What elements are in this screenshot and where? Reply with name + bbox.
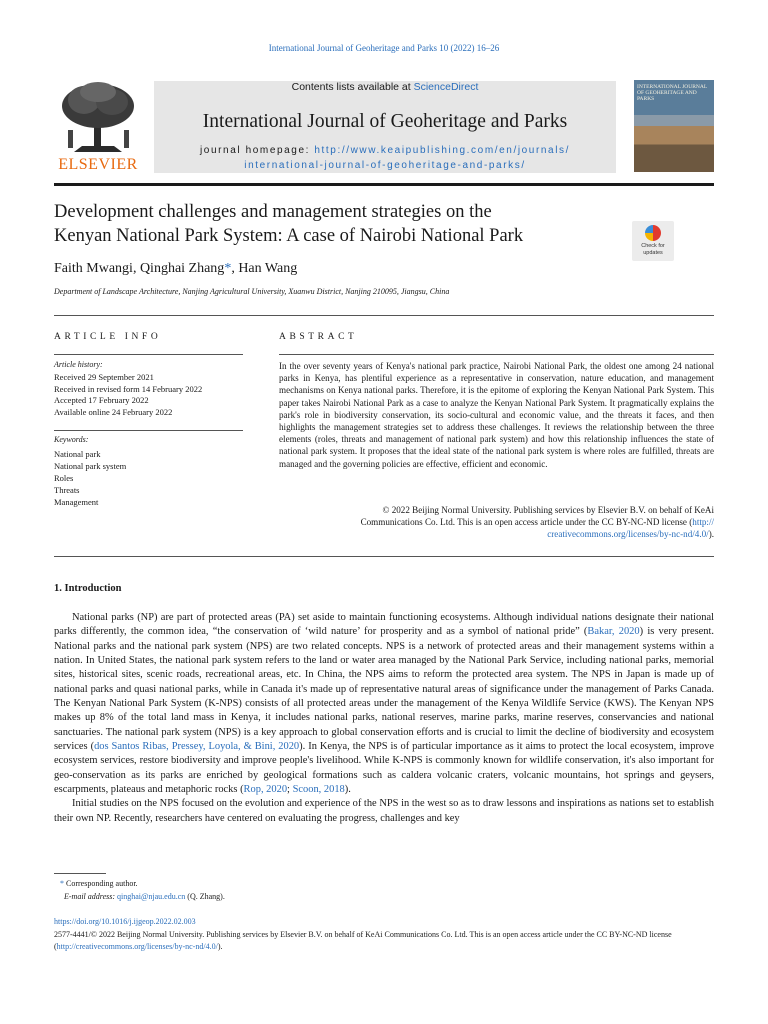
license-link-continued[interactable]: creativecommons.org/licenses/by-nc-nd/4.0/	[547, 529, 709, 540]
contents-availability	[154, 81, 616, 93]
homepage-link-continued[interactable]: international-journal-of-geoheritage-and-parks/	[244, 160, 526, 171]
history-received: Received 29 September 2021	[54, 372, 154, 382]
journal-homepage	[154, 143, 616, 173]
text-run: ). In Kenya, the NPS is of particular importance as it aims to protect the local ecosystem, improve ecosystem services, restore biodiversity and improve people's livelihood. While K-NPS is commonly known for wildlife conservation, it's also important for geo-conservation as its parks are enriched by geological formations such as caldera volcanic craters, volcanic mountains, hot springs and geysers, escarpments, plateaus and metaphoric rocks (	[54, 741, 714, 796]
email-link[interactable]: qinghai@njau.edu.cn	[117, 891, 186, 901]
elsevier-tree-icon	[54, 80, 142, 154]
abstract-copyright	[279, 504, 714, 541]
introduction-body	[54, 611, 714, 826]
article-title	[54, 201, 614, 248]
footer-license-suffix: ).	[217, 942, 223, 951]
email-footnote	[54, 891, 225, 904]
text-run: National parks (NP) are part of protected areas (PA) set aside to maintain functioning ecosystems. Although individual nations designate their national parks differently, the common idea, “the conservation of ‘wild nature’ for prosperity and as a symbol of national pride” (	[54, 612, 714, 638]
license-link[interactable]: http://	[692, 517, 714, 528]
homepage-label: journal homepage:	[199, 145, 315, 156]
authors-secondary: , Han Wang	[231, 261, 298, 276]
section-heading-introduction: 1. Introduction	[54, 583, 122, 594]
corresponding-author-mark[interactable]: *	[224, 261, 232, 276]
keyword-item: Management	[54, 497, 99, 507]
citation-link[interactable]: Bakar, 2020	[587, 626, 640, 638]
journal-citation-link[interactable]: International Journal of Geoheritage and Parks 10 (2022) 16–26	[268, 43, 500, 53]
history-revised: Received in revised form 14 February 2022	[54, 383, 203, 394]
paragraph: Initial studies on the NPS focused on the evolution and experience of the NPS in the west so as to draw lessons and inspirations as nations set to establish their own NP. Recently, researchers have centered on evaluating the progress, challenges and key	[54, 798, 714, 824]
doi-link[interactable]: https://doi.org/10.1016/j.ijgeop.2022.02.003	[54, 917, 196, 926]
check-updates-label: Check for updates	[641, 243, 665, 256]
header-divider	[54, 183, 714, 186]
history-label: Article history:	[54, 360, 103, 369]
check-for-updates-button[interactable]	[632, 221, 674, 261]
text-run: ).	[344, 784, 351, 796]
author-list	[54, 261, 297, 277]
keywords-list	[54, 448, 126, 508]
history-list	[54, 372, 202, 418]
abstract-text: In the over seventy years of Kenya's national park practice, Nairobi National Park, the oldest one among 24 national parks in Kenya, has plentiful experience as a representative in conservation, nature education, and management mechanisms on Kenya national parks. Therefore, it is the epitome of exploring the Kenyan National Park System. This paper takes Nairobi National Park as a case to analyze the Kenyan National Park System. It pragmatically explains the park's role in biodiversity conservation, its socio-cultural and economic value, and the threats it faces, and then highlights the management strategies set to address these challenges. It reviews the relationship between the three elements (roles, threats and management of national park system) and how this relationship influences the state of national park system. It proposes that the ideal state of the national park system is where roles are fulfilled, threats are managed and the governing policies are effective, efficient and economic.	[279, 361, 714, 469]
keyword-item: National park	[54, 449, 101, 459]
citation-link[interactable]: Rop, 2020	[243, 784, 288, 796]
copyright-line-2: Communications Co. Ltd. This is an open access article under the CC BY-NC-ND license (	[360, 517, 693, 528]
doi-block	[54, 916, 714, 954]
title-line-1: Development challenges and management strategies on the	[54, 202, 492, 222]
keywords-label: Keywords:	[54, 435, 89, 444]
journal-name: International Journal of Geoheritage and Parks	[202, 111, 568, 132]
corresponding-footnote	[54, 878, 225, 891]
email-suffix: (Q. Zhang).	[185, 891, 225, 901]
history-online: Available online 24 February 2022	[54, 406, 173, 417]
title-line-2: Kenyan National Park System: A case of Nairobi National Park	[54, 225, 524, 246]
text-run: ) is very present. National parks and the national park system (NPS) are two related concepts. NPS is a network of protected areas and their management systems within a nation. In United States, the national park system refers to the land or water area managed by the National Park Service, including national parks, memorial sites, historical sites, scenic roads, recreational areas, etc. In China, the NPS aims to reform the protected area system. The NPS in Japan is made up of national parks and quasi national parks, while in Canada it's made up of representative natural areas of significance under the management of Parks Canada. The Kenyan National Park System (K-NPS) consists of all protected areas under the management of the Kenya Wildlife Service (KWS). The Kenyan NPS makes up 8% of the total land mass in Kenya, it includes national parks, national reserves, marine parks, marine reserves, conservancies and national sanctuaries. The national park system (NPS) is a key approach to global conservation efforts and is crucial to limit the decline of biodiversity and ecosystem services (	[54, 626, 714, 753]
history-accepted: Accepted 17 February 2022	[54, 395, 149, 405]
copyright-line-1: © 2022 Beijing Normal University. Publishing services by Elsevier B.V. on behalf of KeAi	[382, 505, 714, 515]
keyword-item: Threats	[54, 485, 80, 495]
keyword-item: National park system	[54, 461, 127, 471]
contents-prefix: Contents lists available at	[291, 81, 414, 93]
affiliation-divider	[54, 315, 714, 316]
keyword-item: Roles	[54, 473, 74, 483]
sciencedirect-link[interactable]: ScienceDirect	[413, 81, 479, 93]
journal-cover-image[interactable]	[634, 80, 714, 172]
crossmark-icon	[645, 225, 661, 241]
article-info-divider	[54, 354, 243, 355]
footnotes	[54, 878, 225, 903]
issn-statement: 2577-4441/© 2022 Beijing Normal University. Publishing services by Elsevier B.V. on behalf of KeAi Communications Co. Ltd. This is an open access article under the CC BY-NC-ND license (	[54, 929, 672, 951]
text-run: ;	[287, 784, 293, 796]
homepage-link[interactable]: http://www.keaipublishing.com/en/journals/	[314, 145, 571, 156]
cover-title: INTERNATIONAL JOURNAL OF GEOHERITAGE AND PARKS	[637, 84, 708, 102]
abstract-bottom-divider	[54, 556, 714, 557]
corresponding-label: Corresponding author.	[66, 879, 138, 888]
abstract-heading: ABSTRACT	[279, 332, 358, 342]
footnote-mark: *	[60, 879, 64, 888]
abstract-divider	[279, 354, 714, 355]
copyright-suffix: ).	[708, 529, 714, 540]
footnote-divider	[54, 873, 106, 874]
elsevier-wordmark: ELSEVIER	[58, 156, 138, 173]
elsevier-logo	[54, 80, 142, 172]
paragraph	[54, 611, 714, 797]
citation-link[interactable]: dos Santos Ribas, Pressey, Loyola, & Bini, 2020	[94, 741, 300, 753]
footer-license-link[interactable]: http://creativecommons.org/licenses/by-nc-nd/4.0/	[56, 942, 218, 951]
authors-primary: Faith Mwangi, Qinghai Zhang	[54, 261, 225, 276]
email-label: E-mail address:	[64, 891, 116, 901]
citation-link[interactable]: Scoon, 2018	[292, 784, 345, 796]
author-affiliation: Department of Landscape Architecture, Nanjing Agricultural University, Xuanwu District, Nanjing 210095, Jiangsu, China	[54, 287, 450, 296]
article-info-heading: ARTICLE INFO	[54, 332, 162, 342]
keywords-divider	[54, 430, 243, 431]
